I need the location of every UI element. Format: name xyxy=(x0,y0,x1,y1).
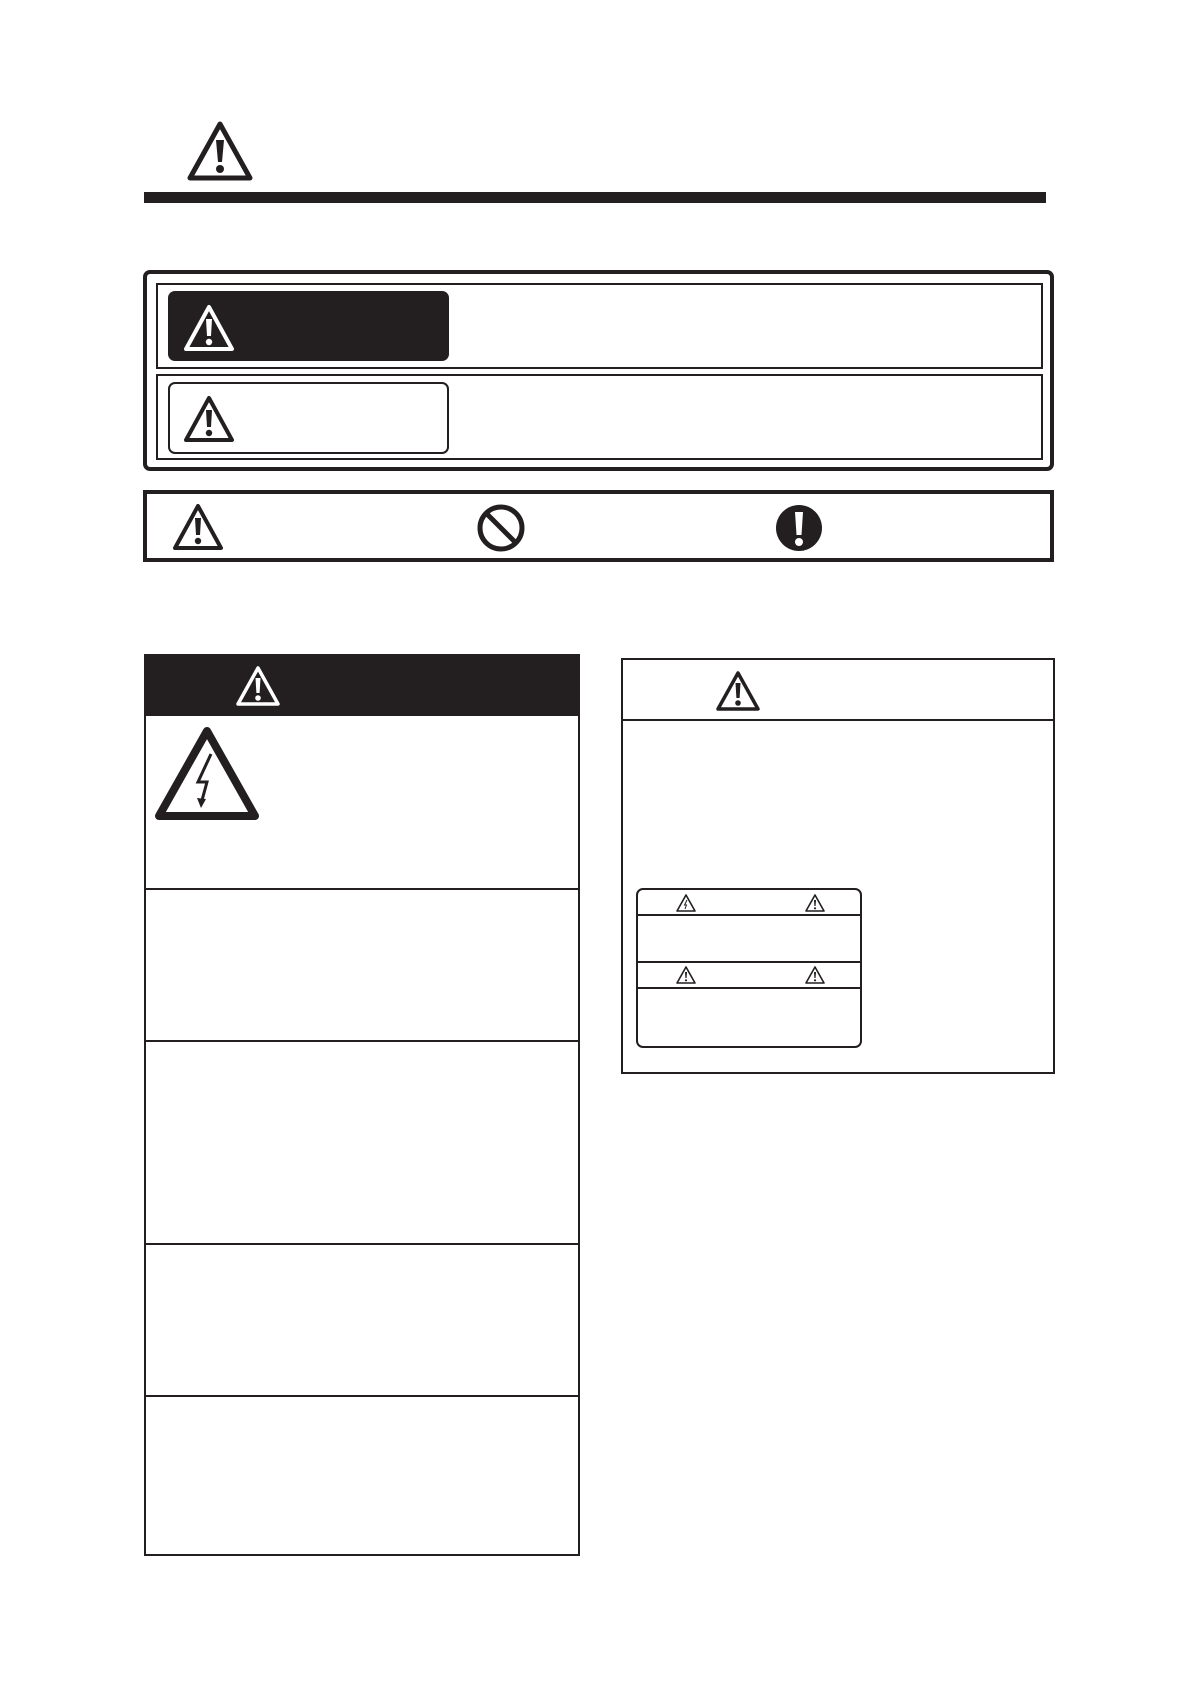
warning-triangle-icon xyxy=(171,502,225,552)
warning-label-box xyxy=(168,291,449,361)
warning-small-icon xyxy=(675,965,697,985)
electric-shock-small-icon xyxy=(675,893,697,913)
page-header xyxy=(0,0,1190,210)
warning-section xyxy=(146,1397,578,1554)
warning-panel-header xyxy=(146,656,578,716)
warning-label-panel xyxy=(621,658,1055,1074)
warning-triangle-icon xyxy=(182,394,236,444)
warning-small-icon xyxy=(804,893,826,913)
sample-label-header xyxy=(638,890,860,916)
warning-section xyxy=(146,1245,578,1397)
caution-label-box xyxy=(168,382,449,454)
warning-section xyxy=(146,890,578,1042)
warning-panel xyxy=(144,654,580,1556)
warning-section xyxy=(146,716,578,890)
header-rule xyxy=(144,192,1046,203)
warning-small-icon xyxy=(804,965,826,985)
symbol-legend-row xyxy=(143,490,1054,562)
sample-label-header xyxy=(638,961,860,989)
label-panel-header xyxy=(623,660,1053,721)
warning-triangle-icon xyxy=(235,665,281,707)
caution-legend-row xyxy=(156,374,1043,460)
warning-triangle-icon xyxy=(715,670,761,712)
warning-triangle-icon xyxy=(186,120,254,182)
warning-triangle-icon xyxy=(182,303,236,353)
electric-shock-triangle-icon xyxy=(154,726,260,822)
warning-legend-row xyxy=(156,283,1043,369)
prohibition-circle-icon xyxy=(475,502,527,554)
warning-section xyxy=(146,1042,578,1245)
mandatory-exclamation-icon xyxy=(773,502,825,554)
sample-warning-label xyxy=(636,888,862,1048)
signal-word-legend xyxy=(143,270,1054,471)
